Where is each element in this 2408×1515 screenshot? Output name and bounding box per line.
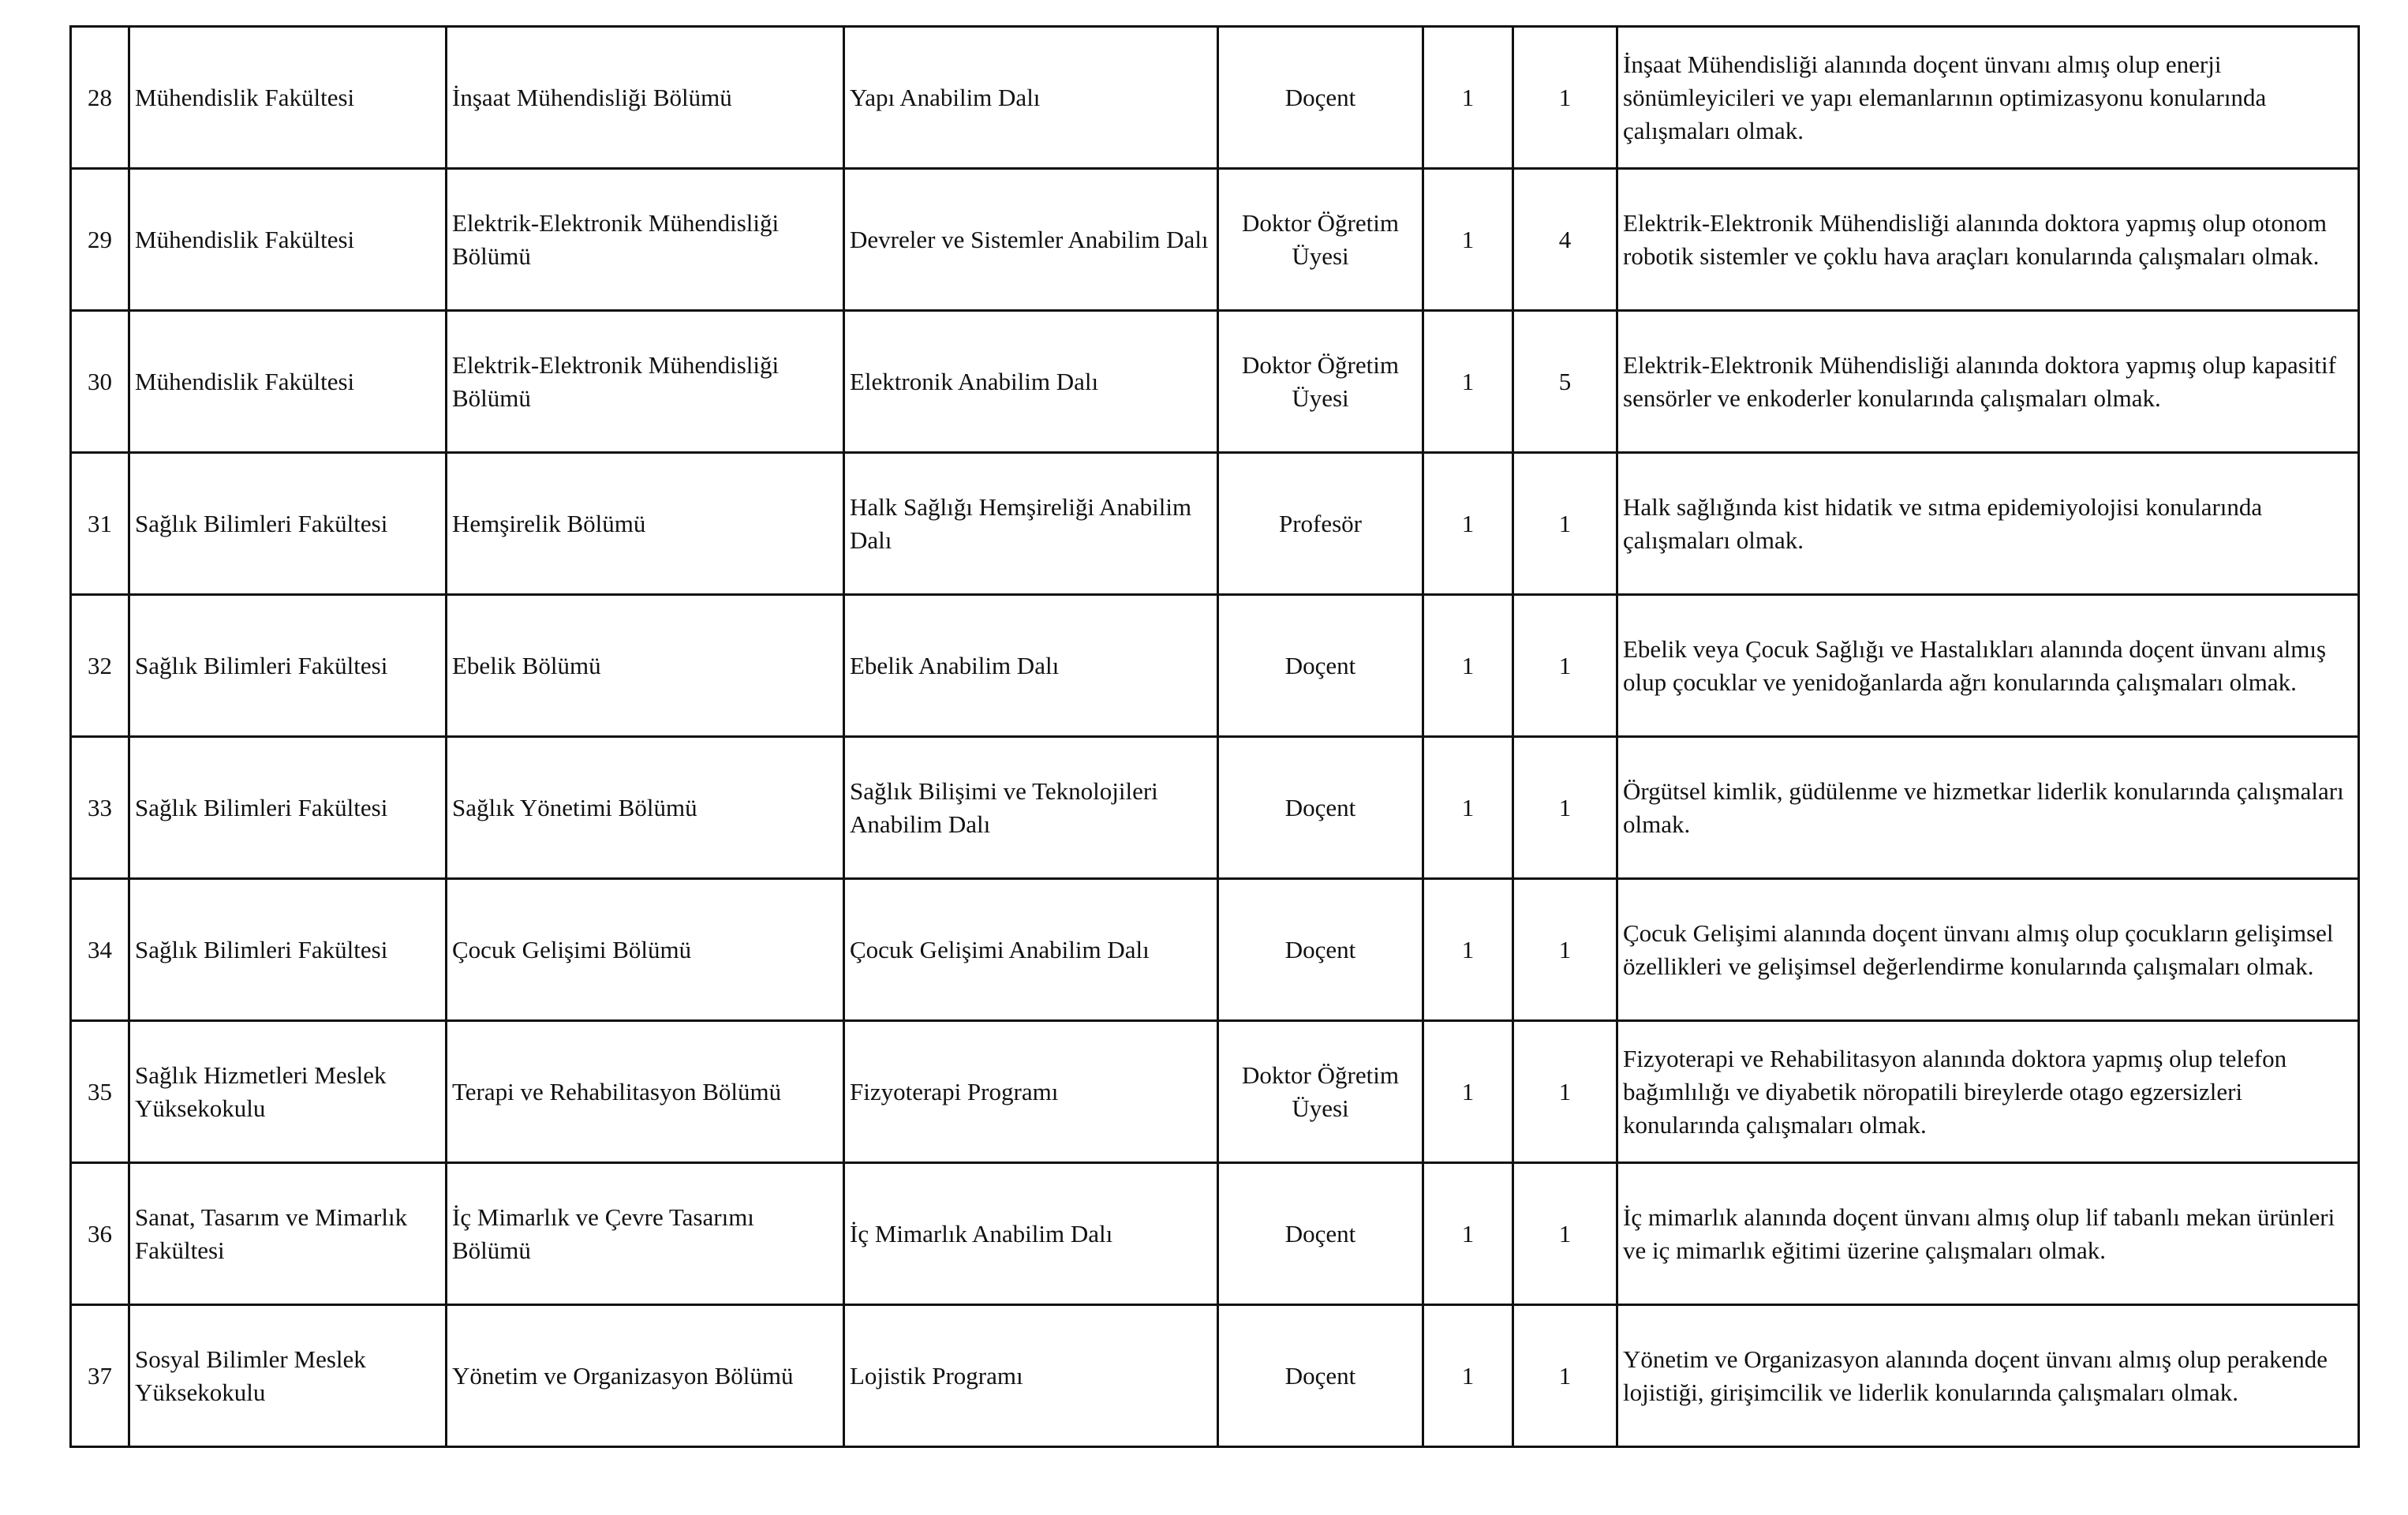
position-table: [69, 25, 2360, 1448]
table-row: [71, 1305, 2359, 1447]
department-cell: Yönetim ve Organizasyon Bölümü: [447, 1305, 844, 1447]
academic-title-cell: Doçent: [1218, 737, 1423, 879]
table-row: [71, 169, 2359, 311]
requirement-cell: İnşaat Mühendisliği alanında doçent ünvanı almış olup enerji sönümleyicileri ve yapı elemanlarının optimizasyonu konularında çalışmaları olmak.: [1617, 27, 2359, 169]
position-degree-cell: 1: [1513, 879, 1617, 1021]
academic-title-cell: Doçent: [1218, 595, 1423, 737]
position-count-cell: 1: [1423, 453, 1513, 595]
faculty-cell: Mühendislik Fakültesi: [129, 311, 447, 453]
division-cell: Fizyoterapi Programı: [844, 1021, 1218, 1163]
requirement-cell: Çocuk Gelişimi alanında doçent ünvanı almış olup çocukların gelişimsel özellikleri ve gelişimsel değerlendirme konularında çalışmaları olmak.: [1617, 879, 2359, 1021]
requirement-cell: Yönetim ve Organizasyon alanında doçent ünvanı almış olup perakende lojistiği, girişimcilik ve liderlik konularında çalışmaları olmak.: [1617, 1305, 2359, 1447]
academic-title-cell: Doktor Öğretim Üyesi: [1218, 1021, 1423, 1163]
academic-title-cell: Doçent: [1218, 1163, 1423, 1305]
department-cell: İç Mimarlık ve Çevre Tasarımı Bölümü: [447, 1163, 844, 1305]
requirement-cell: Örgütsel kimlik, güdülenme ve hizmetkar liderlik konularında çalışmaları olmak.: [1617, 737, 2359, 879]
position-degree-cell: 1: [1513, 737, 1617, 879]
requirement-cell: Ebelik veya Çocuk Sağlığı ve Hastalıkları alanında doçent ünvanı almış olup çocuklar ve yenidoğanlarda ağrı konularında çalışmaları olmak.: [1617, 595, 2359, 737]
position-count-cell: 1: [1423, 311, 1513, 453]
table-row: [71, 311, 2359, 453]
position-degree-cell: 1: [1513, 453, 1617, 595]
table-row: [71, 1021, 2359, 1163]
division-cell: Elektronik Anabilim Dalı: [844, 311, 1218, 453]
faculty-cell: Sosyal Bilimler Meslek Yüksekokulu: [129, 1305, 447, 1447]
row-number: 33: [71, 737, 129, 879]
department-cell: İnşaat Mühendisliği Bölümü: [447, 27, 844, 169]
table-row: [71, 1163, 2359, 1305]
table-row: [71, 737, 2359, 879]
faculty-cell: Sağlık Bilimleri Fakültesi: [129, 879, 447, 1021]
table-row: [71, 27, 2359, 169]
division-cell: Çocuk Gelişimi Anabilim Dalı: [844, 879, 1218, 1021]
row-number: 35: [71, 1021, 129, 1163]
position-count-cell: 1: [1423, 169, 1513, 311]
academic-title-cell: Profesör: [1218, 453, 1423, 595]
division-cell: Lojistik Programı: [844, 1305, 1218, 1447]
academic-title-cell: Doçent: [1218, 879, 1423, 1021]
position-degree-cell: 1: [1513, 27, 1617, 169]
department-cell: Terapi ve Rehabilitasyon Bölümü: [447, 1021, 844, 1163]
row-number: 28: [71, 27, 129, 169]
faculty-cell: Sağlık Hizmetleri Meslek Yüksekokulu: [129, 1021, 447, 1163]
requirement-cell: Elektrik-Elektronik Mühendisliği alanında doktora yapmış olup otonom robotik sistemler ve çoklu hava araçları konularında çalışmaları olmak.: [1617, 169, 2359, 311]
division-cell: Yapı Anabilim Dalı: [844, 27, 1218, 169]
row-number: 32: [71, 595, 129, 737]
requirement-cell: İç mimarlık alanında doçent ünvanı almış olup lif tabanlı mekan ürünleri ve iç mimarlık eğitimi üzerine çalışmaları olmak.: [1617, 1163, 2359, 1305]
faculty-cell: Mühendislik Fakültesi: [129, 169, 447, 311]
division-cell: Devreler ve Sistemler Anabilim Dalı: [844, 169, 1218, 311]
row-number: 31: [71, 453, 129, 595]
academic-title-cell: Doçent: [1218, 27, 1423, 169]
academic-title-cell: Doktor Öğretim Üyesi: [1218, 311, 1423, 453]
row-number: 36: [71, 1163, 129, 1305]
division-cell: Sağlık Bilişimi ve Teknolojileri Anabilim Dalı: [844, 737, 1218, 879]
table-row: [71, 879, 2359, 1021]
division-cell: Halk Sağlığı Hemşireliği Anabilim Dalı: [844, 453, 1218, 595]
department-cell: Sağlık Yönetimi Bölümü: [447, 737, 844, 879]
academic-title-cell: Doktor Öğretim Üyesi: [1218, 169, 1423, 311]
division-cell: İç Mimarlık Anabilim Dalı: [844, 1163, 1218, 1305]
division-cell: Ebelik Anabilim Dalı: [844, 595, 1218, 737]
faculty-cell: Sanat, Tasarım ve Mimarlık Fakültesi: [129, 1163, 447, 1305]
position-degree-cell: 1: [1513, 1163, 1617, 1305]
position-count-cell: 1: [1423, 879, 1513, 1021]
position-degree-cell: 1: [1513, 1021, 1617, 1163]
faculty-cell: Sağlık Bilimleri Fakültesi: [129, 595, 447, 737]
position-degree-cell: 4: [1513, 169, 1617, 311]
department-cell: Çocuk Gelişimi Bölümü: [447, 879, 844, 1021]
faculty-cell: Mühendislik Fakültesi: [129, 27, 447, 169]
requirement-cell: Fizyoterapi ve Rehabilitasyon alanında doktora yapmış olup telefon bağımlılığı ve diyabetik nöropatili bireylerde otago egzersizleri konularında çalışmaları olmak.: [1617, 1021, 2359, 1163]
requirement-cell: Halk sağlığında kist hidatik ve sıtma epidemiyolojisi konularında çalışmaları olmak.: [1617, 453, 2359, 595]
position-count-cell: 1: [1423, 1305, 1513, 1447]
requirement-cell: Elektrik-Elektronik Mühendisliği alanında doktora yapmış olup kapasitif sensörler ve enkoderler konularında çalışmaları olmak.: [1617, 311, 2359, 453]
faculty-cell: Sağlık Bilimleri Fakültesi: [129, 453, 447, 595]
row-number: 30: [71, 311, 129, 453]
position-count-cell: 1: [1423, 737, 1513, 879]
position-count-cell: 1: [1423, 595, 1513, 737]
row-number: 34: [71, 879, 129, 1021]
table-row: [71, 595, 2359, 737]
row-number: 37: [71, 1305, 129, 1447]
department-cell: Elektrik-Elektronik Mühendisliği Bölümü: [447, 169, 844, 311]
position-count-cell: 1: [1423, 27, 1513, 169]
position-degree-cell: 1: [1513, 595, 1617, 737]
table-row: [71, 453, 2359, 595]
position-degree-cell: 5: [1513, 311, 1617, 453]
row-number: 29: [71, 169, 129, 311]
position-count-cell: 1: [1423, 1021, 1513, 1163]
department-cell: Elektrik-Elektronik Mühendisliği Bölümü: [447, 311, 844, 453]
faculty-cell: Sağlık Bilimleri Fakültesi: [129, 737, 447, 879]
department-cell: Ebelik Bölümü: [447, 595, 844, 737]
department-cell: Hemşirelik Bölümü: [447, 453, 844, 595]
position-count-cell: 1: [1423, 1163, 1513, 1305]
academic-title-cell: Doçent: [1218, 1305, 1423, 1447]
position-degree-cell: 1: [1513, 1305, 1617, 1447]
